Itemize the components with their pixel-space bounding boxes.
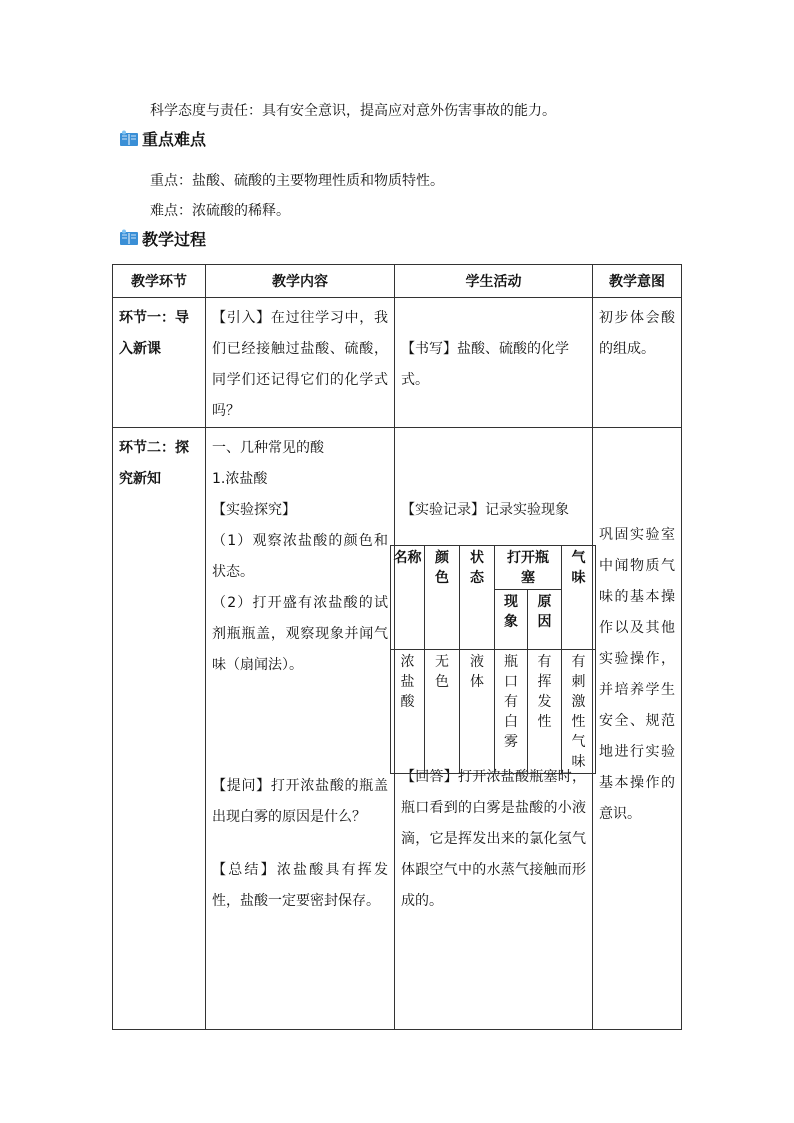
question-tag: 【提问】 — [212, 778, 271, 794]
summary-text: 浓盐酸具有挥发性，盐酸一定要密封保存。 — [212, 862, 389, 909]
section-title-teaching-process: 教学过程 — [142, 230, 207, 249]
summary-tag: 【总结】 — [212, 862, 277, 878]
record-line — [401, 495, 586, 526]
header-stage: 教学环节 — [113, 265, 206, 298]
stage-cell: 环节二：探究新知 — [119, 440, 189, 487]
header-open-stopper: 打开瓶塞 — [507, 550, 549, 586]
intent-cell: 初步体会酸的组成。 — [599, 310, 675, 357]
intro-tag: 【引入】 — [212, 310, 271, 326]
header-name: 名称 — [393, 550, 422, 566]
table-row — [113, 298, 682, 428]
cell-state: 液体 — [470, 654, 484, 690]
header-content: 教学内容 — [206, 265, 395, 298]
content-line: 1.浓盐酸 — [212, 471, 268, 487]
difficulty-text: 浓硫酸的稀释。 — [192, 203, 290, 219]
cell-smell: 有刺激性气味 — [571, 654, 586, 770]
answer-text: 打开浓盐酸瓶塞时，瓶口看到的白雾是盐酸的小液滴，它是挥发出来的氯化氢气体跟空气中的水蒸气接触而形成的。 — [401, 769, 586, 909]
header-smell: 气味 — [571, 550, 586, 586]
answer-tag: 【回答】 — [401, 769, 458, 785]
header-intent: 教学意图 — [593, 265, 682, 298]
summary-block — [212, 855, 388, 917]
record-text: 记录实验现象 — [485, 502, 569, 518]
cell-color: 无色 — [435, 654, 449, 690]
stage-cell: 环节一：导入新课 — [119, 310, 189, 357]
table-row — [391, 650, 596, 774]
experiment-record-table — [390, 545, 596, 774]
record-tag: 【实验记录】 — [401, 502, 485, 518]
cell-reason: 有挥发性 — [537, 654, 552, 730]
write-tag: 【书写】 — [401, 341, 457, 357]
table-header-row — [113, 265, 682, 298]
header-phenomenon: 现象 — [504, 594, 518, 630]
cell-name: 浓盐酸 — [400, 654, 415, 710]
table-row — [391, 546, 596, 590]
header-reason: 原因 — [537, 594, 552, 630]
activity-cell — [395, 298, 592, 396]
question-block — [212, 771, 388, 833]
cell-phenomenon: 瓶口有白雾 — [504, 654, 518, 750]
key-label: 重点： — [150, 173, 192, 189]
difficulty-line — [150, 201, 290, 221]
intent-cell: 巩固实验室中闻物质气味的基本操作以及其他实验操作，并培养学生安全、规范地进行实验基本操作的意识。 — [599, 527, 675, 822]
difficulty-label: 难点： — [150, 203, 192, 219]
header-state: 状态 — [470, 550, 484, 586]
content-cell — [206, 428, 394, 917]
answer-block — [401, 762, 586, 917]
key-point-line — [150, 171, 444, 191]
write-text: 盐酸、硫酸的化学式。 — [401, 341, 569, 388]
book-icon — [119, 130, 139, 148]
section-title-key-points: 重点难点 — [142, 130, 207, 149]
intro-text: 在过往学习中，我们已经接触过盐酸、硫酸，同学们还记得它们的化学式吗？ — [212, 310, 389, 419]
content-line: （1）观察浓盐酸的颜色和状态。 — [212, 533, 388, 580]
content-cell — [206, 298, 394, 427]
question-text: 打开浓盐酸的瓶盖出现白雾的原因是什么？ — [212, 778, 389, 825]
top-line: 科学态度与责任：具有安全意识，提高应对意外伤害事故的能力。 — [150, 103, 556, 119]
header-activity: 学生活动 — [395, 265, 593, 298]
book-icon — [119, 229, 139, 247]
content-line: 一、几种常见的酸 — [212, 440, 324, 456]
key-text: 盐酸、硫酸的主要物理性质和物质特性。 — [192, 173, 444, 189]
content-line: （2）打开盛有浓盐酸的试剂瓶瓶盖，观察现象并闻气味（扇闻法）。 — [212, 595, 388, 673]
content-line: 【实验探究】 — [212, 502, 296, 518]
header-color: 颜色 — [435, 550, 449, 586]
